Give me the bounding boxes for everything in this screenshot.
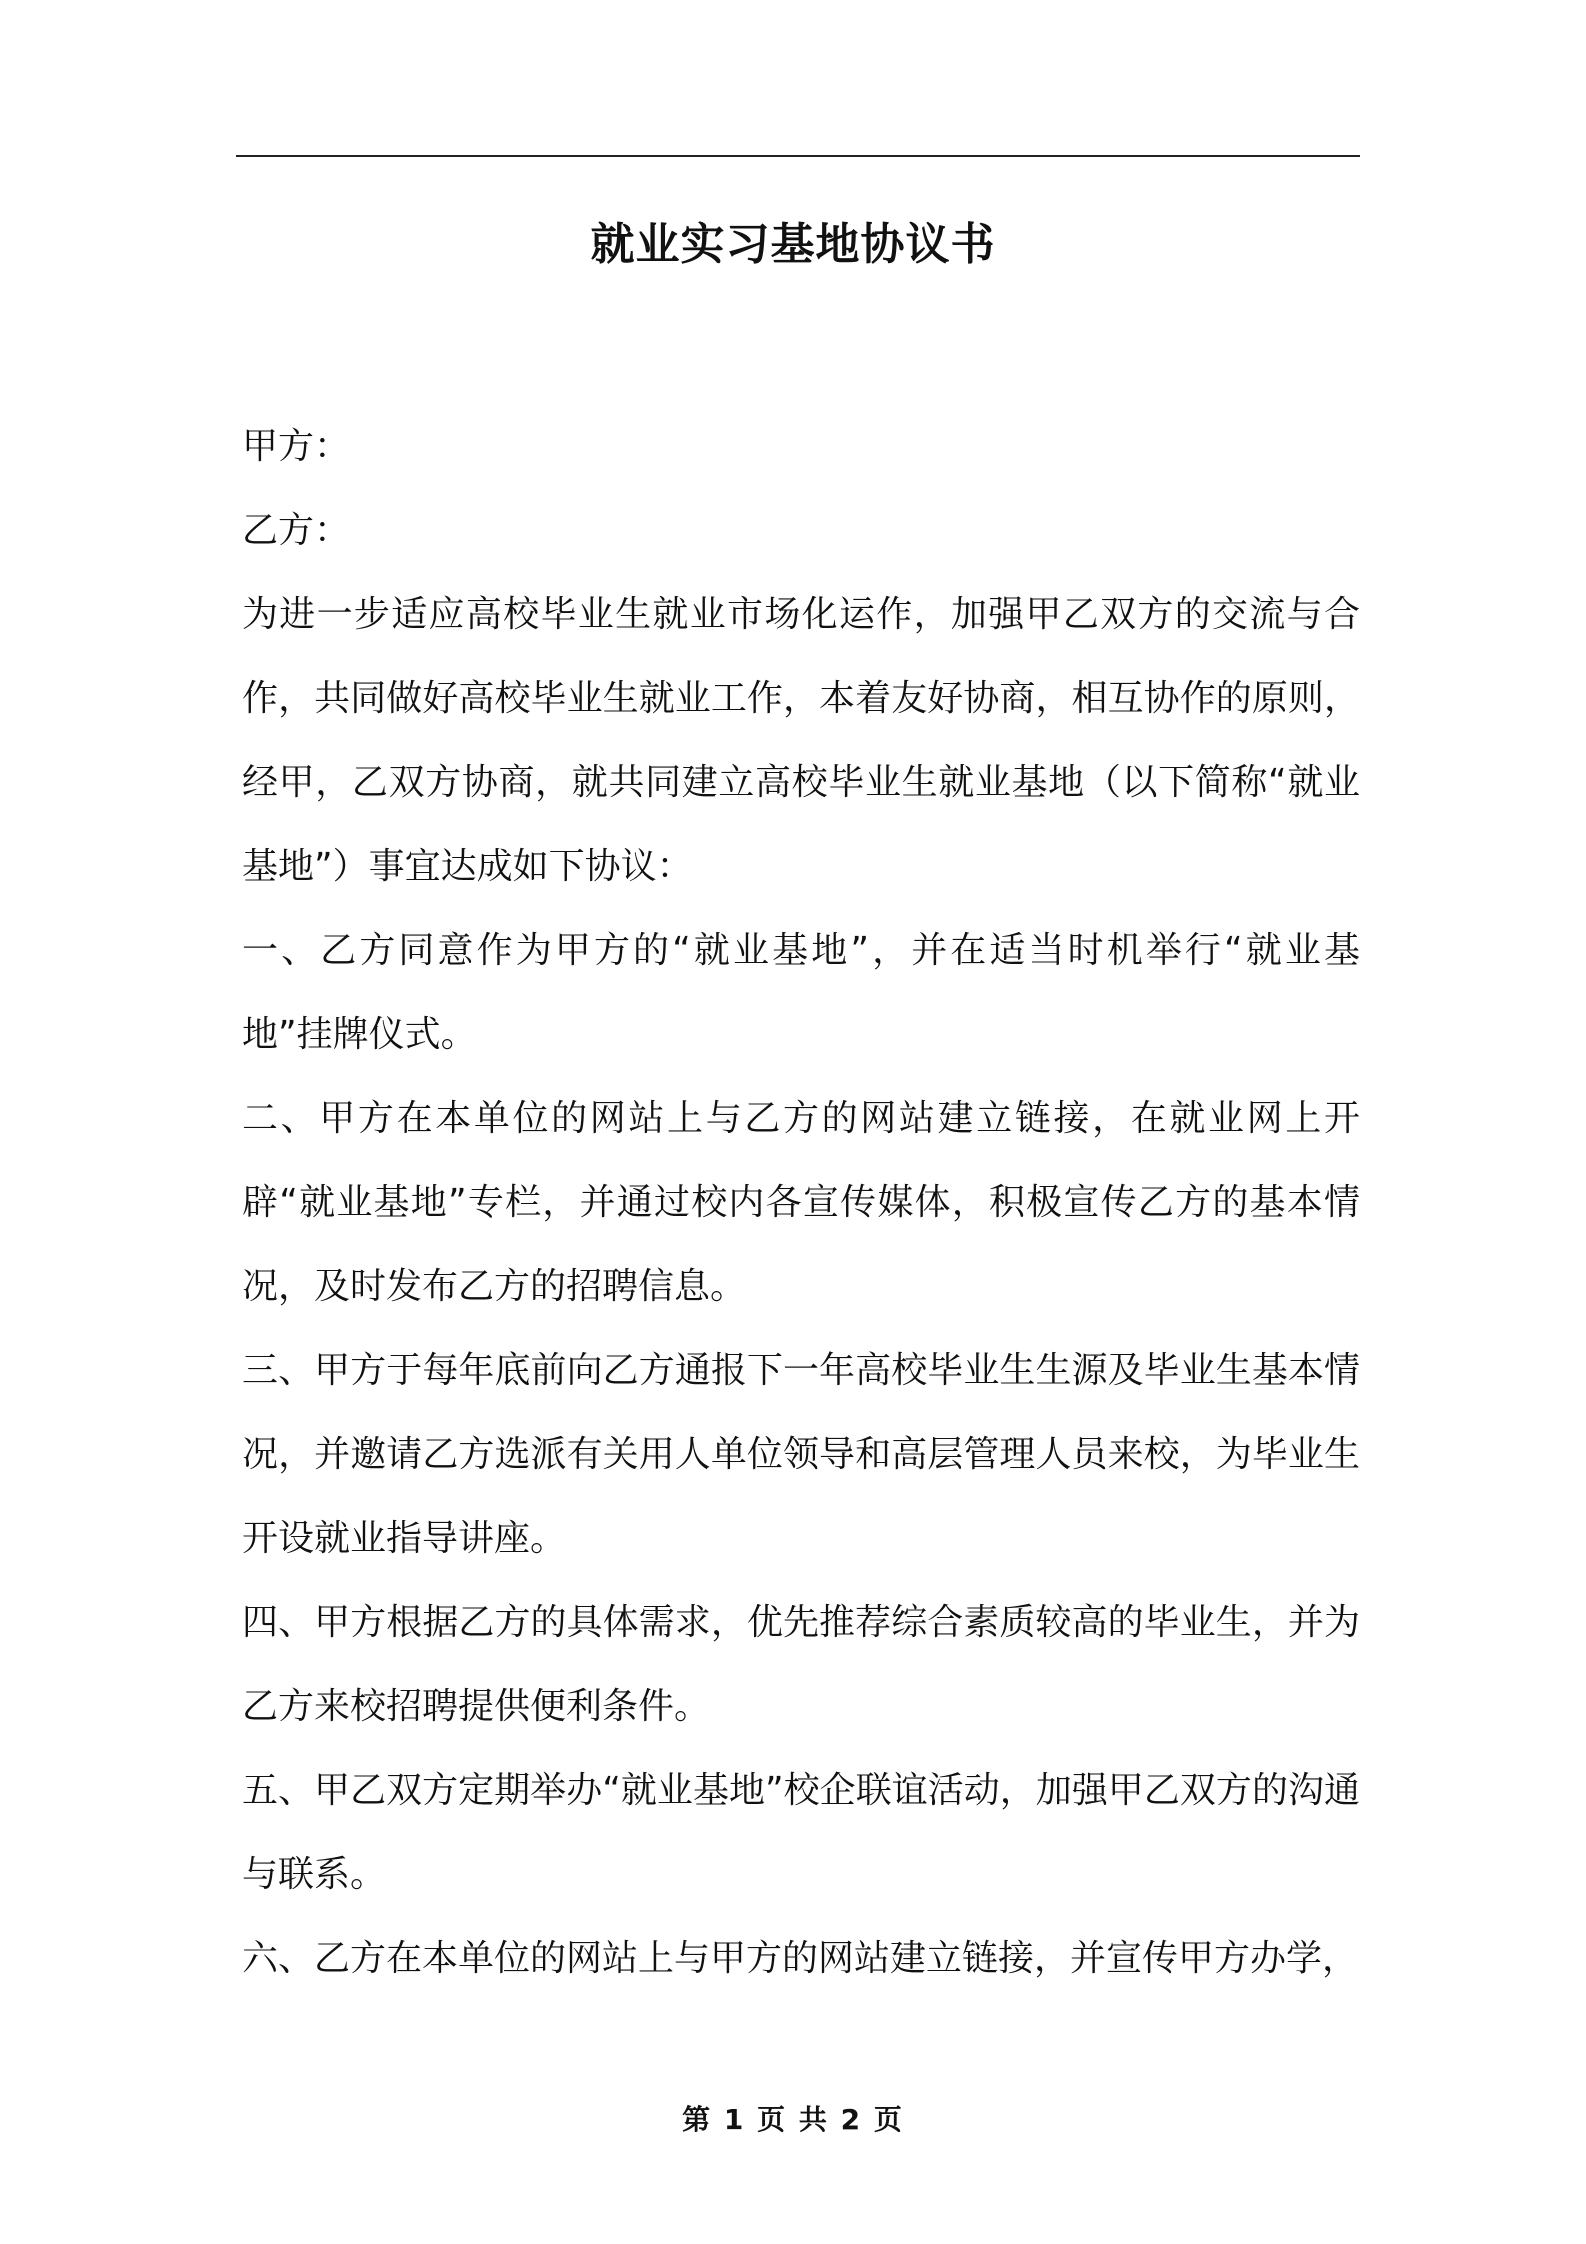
page-number-footer: 第 1 页 共 2 页 (682, 2103, 904, 2136)
document-title: 就业实习基地协议书 (590, 219, 996, 270)
header-rule (236, 155, 1360, 157)
clause-1: 一、乙方同意作为甲方的“就业基地”，并在适当时机举行“就业基地”挂牌仪式。 (242, 930, 1360, 1055)
party-b-line: 乙方： (242, 510, 351, 551)
clause-6: 六、乙方在本单位的网站上与甲方的网站建立链接，并宣传甲方办学， (242, 1938, 1359, 1979)
document-body (242, 405, 1360, 2001)
intro-paragraph: 为进一步适应高校毕业生就业市场化运作，加强甲乙双方的交流与合作，共同做好高校毕业生就业工作，本着友好协商，相互协作的原则，经甲，乙双方协商，就共同建立高校毕业生就业基地（以下简称“就业基地”）事宜达成如下协议： (242, 594, 1360, 887)
clause-5: 五、甲乙双方定期举办“就业基地”校企联谊活动，加强甲乙双方的沟通与联系。 (242, 1770, 1360, 1895)
clause-3: 三、甲方于每年底前向乙方通报下一年高校毕业生生源及毕业生基本情况，并邀请乙方选派有关用人单位领导和高层管理人员来校，为毕业生开设就业指导讲座。 (242, 1350, 1360, 1559)
clause-2: 二、甲方在本单位的网站上与乙方的网站建立链接，在就业网上开辟“就业基地”专栏，并通过校内各宣传媒体，积极宣传乙方的基本情况，及时发布乙方的招聘信息。 (242, 1098, 1360, 1307)
clause-4: 四、甲方根据乙方的具体需求，优先推荐综合素质较高的毕业生，并为乙方来校招聘提供便利条件。 (242, 1602, 1360, 1727)
party-a-line: 甲方： (242, 426, 351, 467)
